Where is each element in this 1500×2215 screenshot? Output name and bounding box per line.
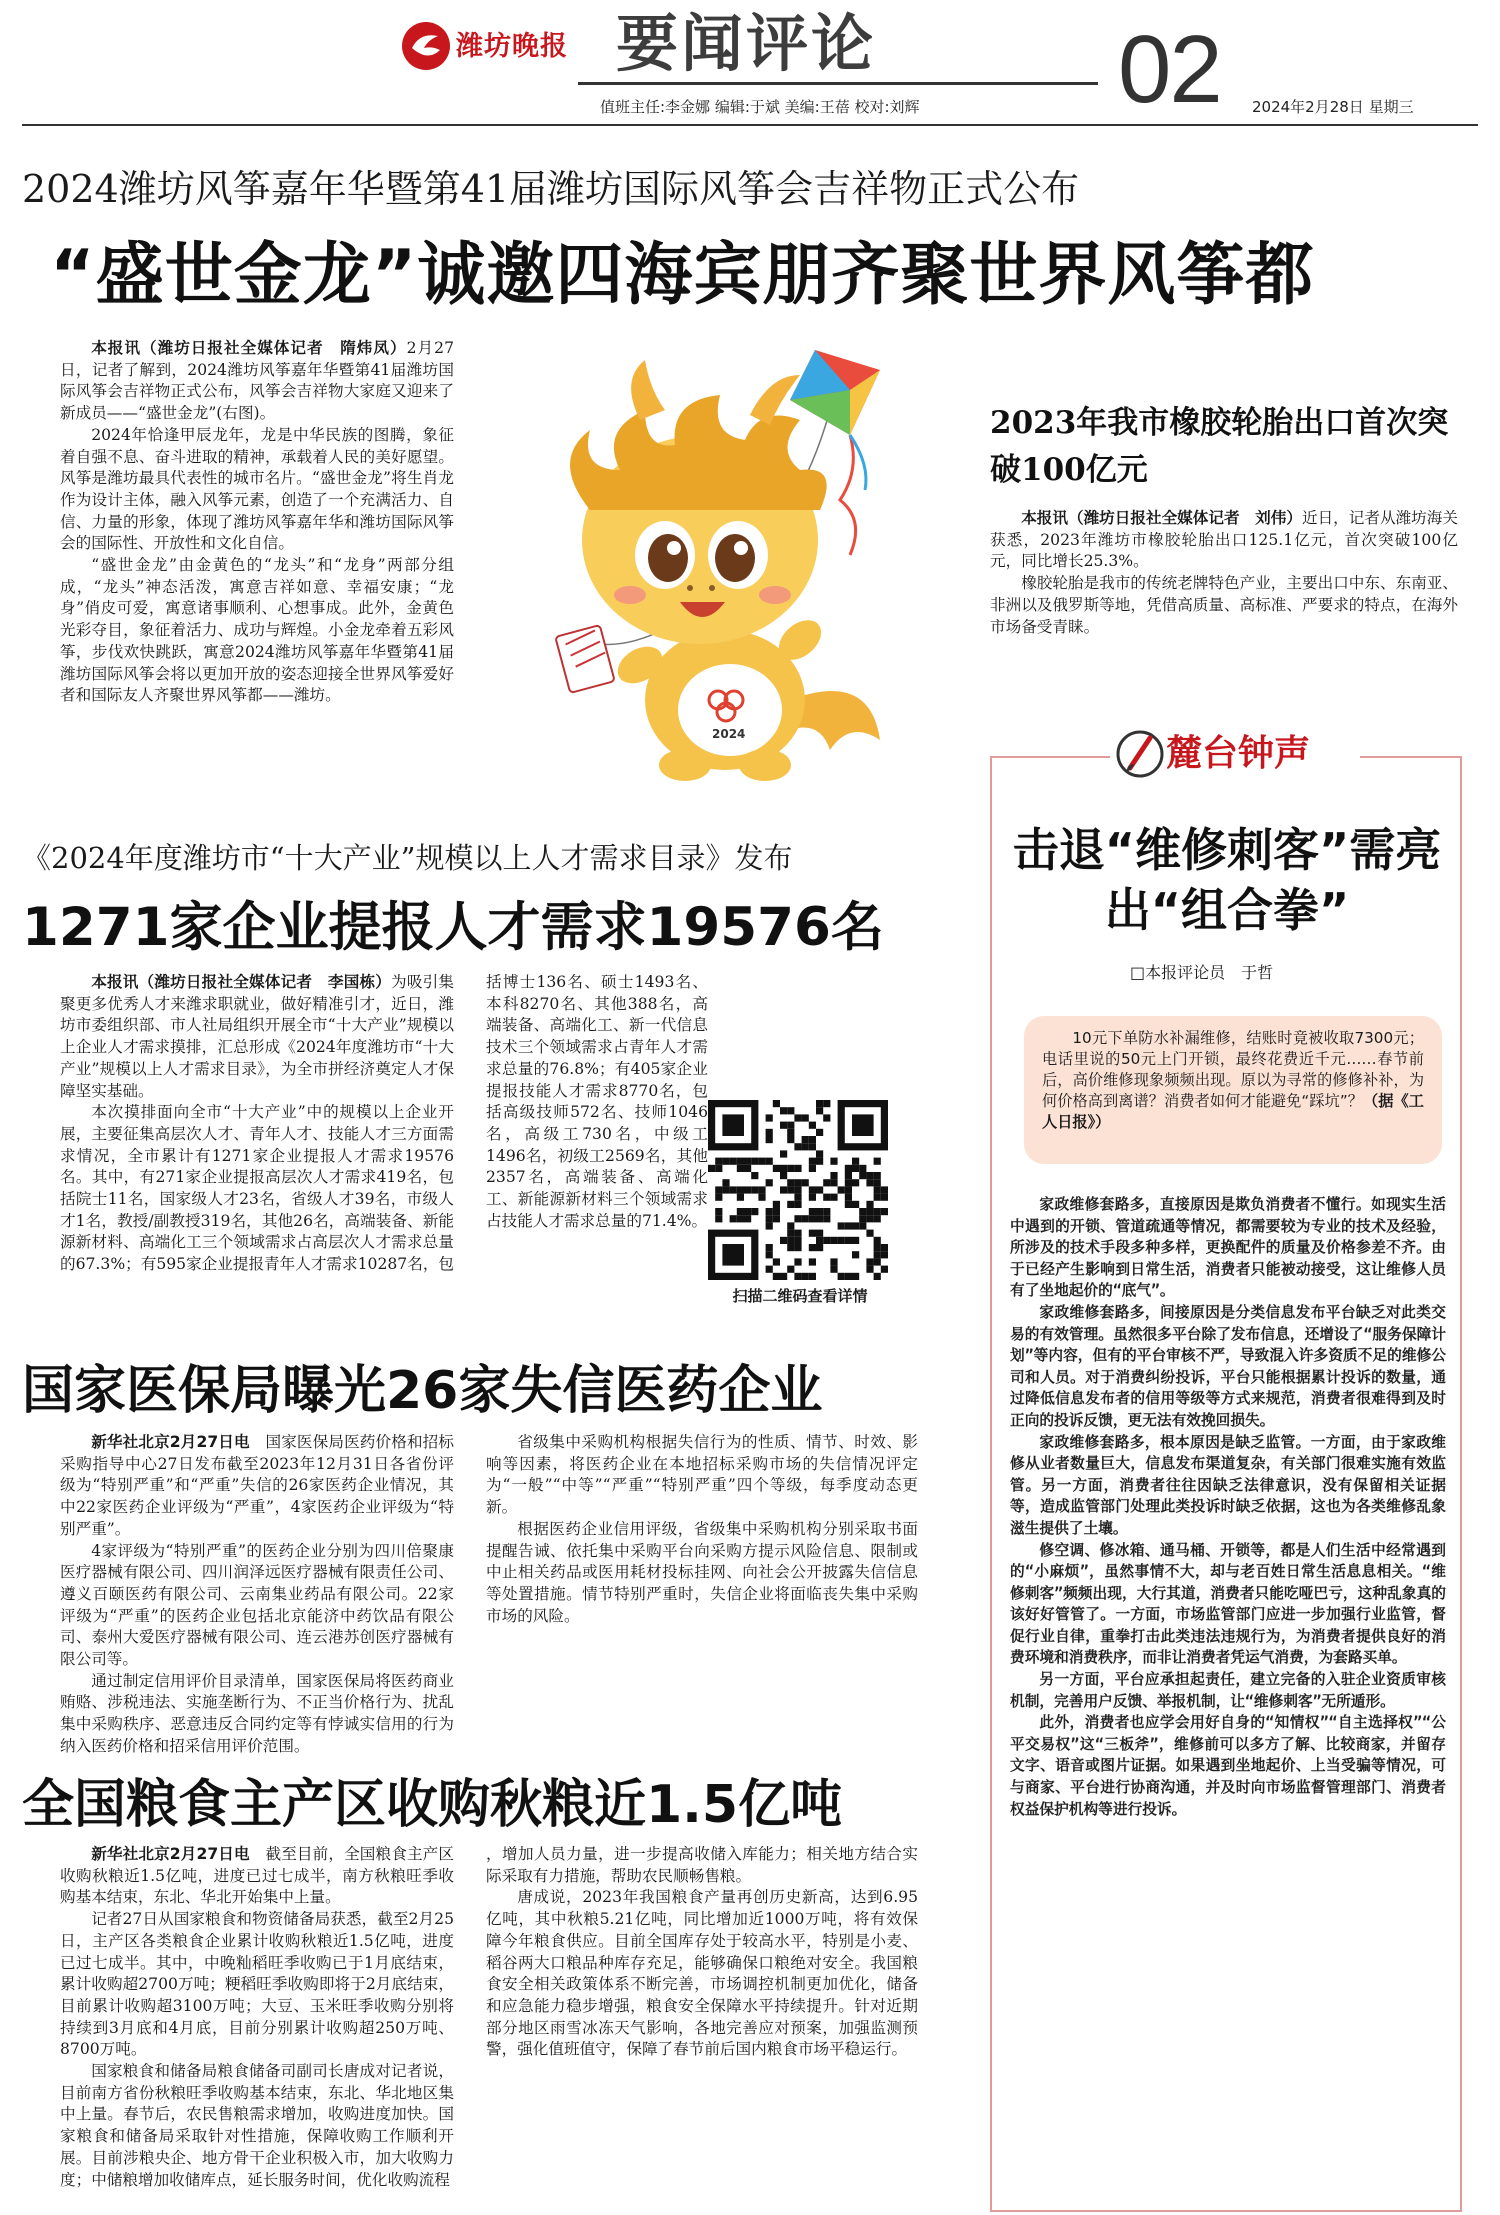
grain-headline: 全国粮食主产区收购秋粮近1.5亿吨 [22,1775,843,1835]
qr-caption: 扫描二维码查看详情 [732,1287,868,1305]
insurance-byline: 新华社北京2月27日电 [91,1433,250,1451]
lead-paragraph-2: 2024年恰逢甲辰龙年，龙是中华民族的图腾，象征着自强不息、奋斗进取的精神，承载着人民的美好愿望。风筝是潍坊最具代表性的城市名片。“盛世金龙”将生肖龙作为设计主体，融入风筝元素，创造了一个充满活力、自信、力量的形象，体现了潍坊风筝嘉年华和潍坊国际风筝会的国际性、开放性和文化自信。 [60,425,454,553]
paper-name: 潍坊晚报 [456,31,568,62]
commentary-headline: 击退“维修刺客”需亮出“组合拳” [1012,823,1442,937]
tire-paragraph-1: 近日，记者从潍坊海关获悉，2023年潍坊市橡胶轮胎出口125.1亿元，首次突破100亿元，同比增长25.3%。 [990,509,1458,571]
insurance-paragraph-1: 国家医保局医药价格和招标采购指导中心27日发布截至2023年12月31日各省份评级为“特别严重”和“严重”失信的26家医药企业情况，其中22家医药企业评级为“严重”，4家医药企业评级为“特别严重”。 [60,1433,454,1538]
insurance-headline: 国家医保局曝光26家失信医药企业 [22,1361,823,1421]
grain-byline: 新华社北京2月27日电 [91,1845,250,1863]
talent-paragraph-2: 本次摸排面向全市“十大产业”中的规模以上企业开展，主要征集高层次人才、青年人才、技能人才三方面需求情况，全市累计有1271家企业提报人才需求19576名。其中，有271家企业提报高层次人才需求419名，包括院士11名，国家级人才23名，省级人才39名，市级人才1名，教授/副教授319名，其他26名，高端装备、新能源新材料、高端化工三个领域需求占高层次人才需求总量的67.3%；有595家企业提报青年人才需求10287名，包 [60,1103,454,1274]
commentary-column-name: 麓台钟声 [1166,733,1311,774]
grain-paragraph-1: 截至目前，全国粮食主产区收购秋粮近1.5亿吨，进度已过七成半，南方秋粮旺季收购基本结束，东北、华北开始集中上量。 [60,1845,454,1907]
masthead-rule [578,82,1098,85]
paper-logo-icon [398,18,454,74]
tire-headline: 2023年我市橡胶轮胎出口首次突破100亿元 [990,405,1449,488]
lead-paragraph-3: “盛世金龙”由金黄色的“龙头”和“龙身”两部分组成，“龙头”神态活泼，寓意吉祥如意、幸福安康；“龙身”俏皮可爱，寓意诸事顺利、心想事成。此外，金黄色光彩夺目，象征着活力、成功与辉煌。小金龙牵着五彩风筝，步伐欢快跳跃，寓意2024潍坊风筝嘉年华暨第41届潍坊国际风筝会将以更加开放的姿态迎接全世界风筝爱好者和国际友人齐聚世界风筝都——潍坊。 [60,556,454,705]
tire-article-body [990,508,1458,656]
commentary-paragraph-4: 修空调、修冰箱、通马桶、开锁等，都是人们生活中经常遇到的“小麻烦”，虽然事情不大，却与老百姓日常生活息息相关。“维修刺客”频频出现，大行其道，消费者只能吃哑巴亏，这种乱象真的该好好管管了。一方面，市场监管部门应进一步加强行业监管，督促行业自律，重拳打击此类违法违规行为，为消费者提供良好的消费环境和消费秩序，而非让消费者凭运气消费，为套路买单。 [1010,1541,1446,1667]
grain-article-body [60,1844,454,2212]
issue-date: 2024年2月28日 星期三 [1252,98,1414,116]
talent-paragraph-2-continued: 括博士136名、硕士1493名、本科8270名、其他388名，高端装备、高端化工、新一代信息技术三个领域需求占青年人才需求总量的76.8%；有405家企业提报技能人才需求8770名，包括高级技师572名、技师1046名，高级工730名，中级工1496名，初级工2569名，其他2357名，高端装备、高端化工、新能源新材料三个领域需求占技能人才需求总量的71.4%。 [486,973,708,1230]
lead-headline: “盛世金龙”诚邀四海宾朋齐聚世界风筝都 [50,236,1315,315]
talent-article-body [60,972,454,1294]
mascot-illustration [470,340,930,800]
insurance-article-continued [486,1432,918,1764]
commentary-quote-text: 10元下单防水补漏维修，结账时竟被收取7300元；电话里说的50元上门开锁，最终花费近千元……春节前后，高价维修现象频频出现。原以为寻常的修修补补，为何价格高到离谱？消费者如何才能避免“踩坑”？ [1042,1029,1424,1110]
commentary-paragraph-3: 家政维修套路多，根本原因是缺乏监管。一方面，由于家政维修从业者数量巨大，信息发布渠道复杂，有关部门很难实施有效监管。另一方面，消费者往往因缺乏法律意识，没有保留相关证据等，造成监管部门处理此类投诉时缺乏依据，这也为各类维修乱象滋生提供了土壤。 [1010,1433,1446,1537]
commentary-paragraph-6: 此外，消费者也应学会用好自身的“知情权”“自主选择权”“公平交易权”这“三板斧”，维修前可以多方了解、比较商家，并留存文字、语音或图片证据。如果遇到坐地起价、上当受骗等情况，可与商家、平台进行协商沟通，并及时向市场监督管理部门、消费者权益保护机构等进行投诉。 [1010,1714,1446,1818]
insurance-paragraph-5: 根据医药企业信用评级，省级集中采购机构分别采取书面提醒告诫、依托集中采购平台向采购方提示风险信息、限制或中止相关药品或医用耗材投标挂网、向社会公开披露失信信息等处置措施。情节特别严重时，失信企业将面临丧失集中采购市场的风险。 [486,1519,918,1625]
commentary-quote-source: （据《工人日报》） [1042,1092,1424,1131]
commentary-paragraph-2: 家政维修套路多，间接原因是分类信息发布平台缺乏对此类交易的有效管理。虽然很多平台除了发布信息，还增设了“服务保障计划”等内容，但有的平台审核不严，导致混入许多资质不足的维修公司和人员。对于消费纠纷投诉，平台只能根据累计投诉的数量，通过降低信息发布者的信用等级等方式来规范，消费者很难得到及时正向的投诉反馈，更无法有效挽回损失。 [1010,1303,1446,1429]
talent-byline: 本报讯（潍坊日报社全媒体记者 李国栋） [91,973,392,991]
grain-paragraph-3-continued: ，增加人员力量，进一步提高收储入库能力；相关地方结合实际采取有力措施，帮助农民顺畅售粮。 [486,1845,918,1885]
tire-paragraph-2: 橡胶轮胎是我市的传统老牌特色产业，主要出口中东、东南亚、非洲以及俄罗斯等地，凭借高质量、高标准、严要求的特点，在海外市场备受青睐。 [990,574,1458,636]
section-title: 要闻评论 [616,7,877,80]
grain-paragraph-2: 记者27日从国家粮食和物资储备局获悉，截至2月25日，主产区各类粮食企业累计收购秋粮近1.5亿吨，进度已过七成半。其中，中晚籼稻旺季收购已于1月底结束，累计收购超2700万吨；粳稻旺季收购即将于2月底结束，目前累计收购超3100万吨；大豆、玉米旺季收购分别将持续到3月底和4月底，目前分别累计收购超250万吨、8700万吨。 [60,1910,454,2059]
qr-code-icon[interactable] [708,1100,888,1280]
talent-headline: 1271家企业提报人才需求19576名 [22,897,884,958]
grain-paragraph-4: 唐成说，2023年我国粮食产量再创历史新高，达到6.95亿吨，其中秋粮5.21亿吨，同比增加近1000万吨，将有效保障今年粮食供应。目前全国库存处于较高水平，特别是小麦、稻谷两大口粮品种库存充足，能够确保口粮绝对安全。我国粮食安全相关政策体系不断完善，市场调控机制更加优化，储备和应急能力稳步增强，粮食安全保障水平持续提升。针对近期部分地区雨雪冰冻天气影响，各地完善应对预案，加强监测预警，强化值班值守，保障了春节前后国内粮食市场平稳运行。 [486,1888,918,2059]
insurance-paragraph-4: 省级集中采购机构根据失信行为的性质、情节、时效、影响等因素，将医药企业在本地招标采购市场的失信情况评定为“一般”“中等”“严重”“特别严重”四个等级，每季度动态更新。 [486,1433,918,1517]
staff-credits: 值班主任:李金娜 编辑:于斌 美编:王蓓 校对:刘辉 [600,98,920,116]
talent-paragraph-1: 为吸引集聚更多优秀人才来潍求职就业，做好精准引才，近日，潍坊市委组织部、市人社局组织开展全市“十大产业”规模以上企业人才需求摸排，汇总形成《2024年度潍坊市“十大产业”规模以上人才需求目录》，为全市拼经济奠定人才保障坚实基础。 [60,973,454,1100]
insurance-paragraph-3: 通过制定信用评价目录清单，国家医保局将医药商业贿赂、涉税违法、实施垄断行为、不正当价格行为、扰乱集中采购秩序、恶意违反合同约定等有悖诚实信用的行为纳入医药价格和招采信用评价范围。 [60,1671,454,1755]
lead-kicker: 2024潍坊风筝嘉年华暨第41届潍坊国际风筝会吉祥物正式公布 [22,167,1080,211]
grain-paragraph-3: 国家粮食和储备局粮食储备司副司长唐成对记者说，目前南方省份秋粮旺季收购基本结束，东北、华北地区集中上量。春节后，农民售粮需求增加，收购进度加快。国家粮食和储备局采取针对性措施，保障收购工作顺利开展。目前涉粮央企、地方骨干企业积极入市，加大收购力度；中储粮增加收储库点，延长服务时间，优化收购流程 [60,2062,454,2189]
header-divider [22,124,1478,126]
bell-brush-icon [1114,728,1166,780]
commentary-paragraph-5: 另一方面，平台应承担起责任，建立完备的入驻企业资质审核机制，完善用户反馈、举报机制，让“维修刺客”无所遁形。 [1010,1671,1446,1710]
grain-article-continued [486,1844,918,2212]
commentary-quote-box [1024,1016,1442,1164]
commentary-body [1010,1194,1446,2206]
insurance-article-body [60,1432,454,1764]
lead-paragraph-1: 2月27日，记者了解到，2024潍坊风筝嘉年华暨第41届潍坊国际风筝会吉祥物正式公布，风筝会吉祥物大家庭又迎来了新成员——“盛世金龙”(右图)。 [60,339,454,423]
mascot-badge-year: 2024 [712,727,746,741]
lead-byline: 本报讯（潍坊日报社全媒体记者 隋炜凤） [91,339,407,357]
insurance-paragraph-2: 4家评级为“特别严重”的医药企业分别为四川倍聚康医疗器械有限公司、四川润泽远医疗器械有限责任公司、遵义百颐医药有限公司、云南集业药品有限公司。22家评级为“严重”的医药企业包括北京能济中药饮品有限公司、泰州大爱医疗器械有限公司、连云港苏创医疗器械有限公司等。 [60,1541,454,1669]
page-number: 02 [1118,16,1221,123]
lead-article-body [60,338,454,800]
commentary-byline: □本报评论员 于哲 [1130,963,1274,982]
commentary-paragraph-1: 家政维修套路多，直接原因是欺负消费者不懂行。如现实生活中遇到的开锁、管道疏通等情况，都需要较为专业的技术及经验，所涉及的技术手段多种多样，更换配件的质量及价格参差不齐。由于已经产生影响到日常生活，消费者只能被动接受，这让维修人员有了坐地起价的“底气”。 [1010,1196,1446,1300]
talent-kicker: 《2024年度潍坊市“十大产业”规模以上人才需求目录》发布 [22,841,793,875]
tire-byline: 本报讯（潍坊日报社全媒体记者 刘伟） [1021,509,1302,527]
